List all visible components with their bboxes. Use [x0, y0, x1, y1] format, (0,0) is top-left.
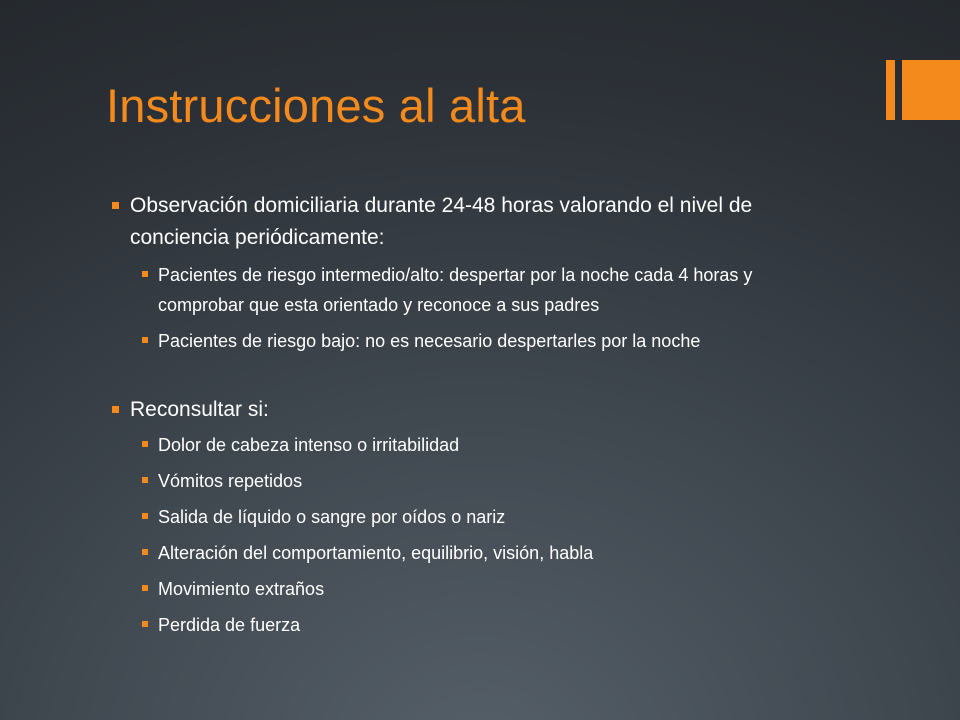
accent-block-decoration: [902, 60, 960, 120]
square-bullet-icon: [142, 271, 148, 277]
bullet-text: Pacientes de riesgo bajo: no es necesario despertarles por la noche: [158, 331, 701, 351]
square-bullet-icon: [142, 477, 148, 483]
bullet-level2-item: [142, 610, 842, 640]
bullet-level2-item: [142, 574, 842, 604]
bullet-text: Pacientes de riesgo intermedio/alto: despertar por la noche cada 4 horas y comprobar que esta orientado y reconoce a sus padres: [158, 265, 753, 315]
square-bullet-icon: [142, 441, 148, 447]
square-bullet-icon: [142, 549, 148, 555]
bullet-text: Dolor de cabeza intenso o irritabilidad: [158, 435, 460, 455]
bullet-text: Movimiento extraños: [158, 579, 325, 599]
bullet-level2-item: [142, 466, 842, 496]
bullet-level2-item: [142, 502, 842, 532]
square-bullet-icon: [112, 406, 119, 413]
bullet-level2-item: [142, 326, 842, 356]
bullet-level2-item: [142, 538, 842, 568]
bullet-level1-reconsultar: [112, 394, 842, 426]
square-bullet-icon: [142, 337, 148, 343]
square-bullet-icon: [142, 621, 148, 627]
bullet-text: Reconsultar si:: [130, 398, 269, 421]
square-bullet-icon: [112, 202, 119, 209]
accent-bar-decoration: [886, 60, 895, 120]
bullet-level1-observacion: [112, 190, 842, 254]
bullet-level2-item: [142, 430, 842, 460]
square-bullet-icon: [142, 585, 148, 591]
bullet-text: Vómitos repetidos: [158, 471, 303, 491]
bullet-text: Alteración del comportamiento, equilibrio, visión, habla: [158, 543, 594, 563]
bullet-text: Perdida de fuerza: [158, 615, 301, 635]
square-bullet-icon: [142, 513, 148, 519]
bullet-text: Salida de líquido o sangre por oídos o nariz: [158, 507, 506, 527]
slide-title: Instrucciones al alta: [106, 79, 526, 132]
slide-content: [112, 190, 842, 640]
bullet-text: Observación domiciliaria durante 24-48 horas valorando el nivel de conciencia periódicamente:: [130, 194, 753, 249]
bullet-level2-item: [142, 260, 842, 320]
